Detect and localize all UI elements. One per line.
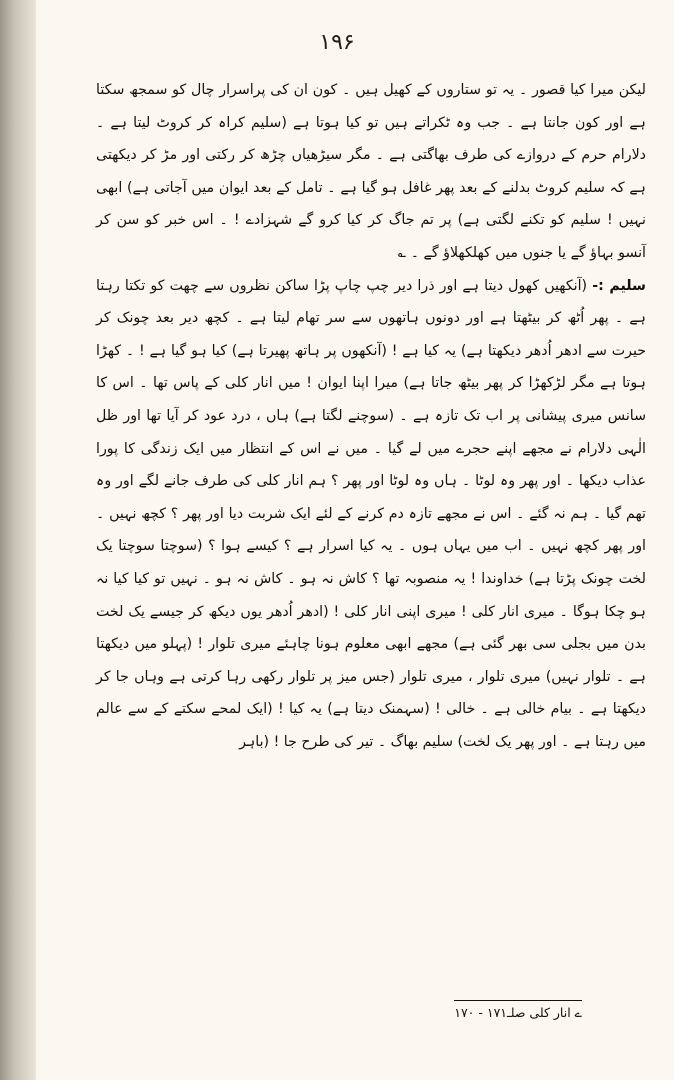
paragraph-salim (96, 270, 646, 759)
binding-gutter-shadow (0, 0, 36, 1080)
speaker-label: سلیم :- (592, 277, 646, 294)
page-body (96, 74, 646, 758)
footnote: ے انار کلی صلـ۱۷۱ - ۱۷۰ (454, 1000, 582, 1020)
paragraph-monologue (96, 74, 646, 270)
page-number: ۱۹۶ (319, 30, 355, 55)
paragraph-text: لیکن میرا کیا قصور ۔ یہ تو ستاروں کے کھیل ہیں ۔ کون ان کی پراسرار چال کو سمجھ سکتا ہے اور کون جانتا ہے ۔ جب وہ ٹکراتے ہیں تو کیا ہوتا ہے (سلیم کراہ کر کروٹ لیتا ہے ۔ دلارام حرم کے دروازے کی طرف بھاگتی ہے ۔ مگر سیڑھیاں چڑھ کر رکتی اور مڑ کر دیکھتی ہے کہ سلیم کروٹ بدلنے کے بعد پھر غافل ہو گیا ہے ۔ تامل کے بعد ایوان میں آجاتی ہے) ابھی نہیں ! سلیم کو تکنے لگتی ہے) پر تم جاگ کر کیا کرو گے شہزادے ! ۔ اس خبر کو سن کر آنسو بہاؤ گے یا جنوں میں کھلکھلاؤ گے ۔ ؎ (96, 82, 646, 261)
paragraph-text: (آنکھیں کھول دیتا ہے اور ذرا دیر چپ چاپ پڑا ساکن نظروں سے چھت کو تکتا رہتا ہے ۔ پھر اُٹھ کر بیٹھتا ہے اور دونوں ہاتھوں سے سر تھام لیتا ہے ۔ کچھ دیر بعد چونک کر حیرت سے ادھر اُدھر دیکھتا ہے) یہ کیا ہے ! (آنکھوں پر ہاتھ پھیرتا ہے) کیا ہو گیا ہے ! ۔ کھڑا ہوتا ہے مگر لڑکھڑا کر پھر بیٹھ جاتا ہے) میرا اپنا ایوان ! میں انار کلی کے پاس تھا ۔ اس کا سانس میری پیشانی پر اب تک تازہ ہے ۔ (سوچنے لگتا ہے) ہاں ، درد عود کر آیا تھا اور ظل الٰہی دلارام نے مجھے اپنے حجرے میں لے گیا ۔ میں نے اس کے انتظار میں ایک زندگی کا پورا عذاب دیکھا ۔ اور پھر وہ لوٹا ۔ ہاں وہ لوٹا اور پھر ؟ ہم انار کلی کی طرف جانے لگے اور وہ تھم گیا ۔ ہم نہ گئے ۔ اس نے مجھے تازہ دم کرنے کے لئے ایک شربت دیا اور پھر ؟ کچھ نہیں ۔ اور پھر کچھ نہیں ۔ اب میں یہاں ہوں ۔ یہ کیا اسرار ہے ؟ کیسے ہوا ؟ (سوچتا سوچتا یک لخت چونک پڑتا ہے) خداوندا ! یہ منصوبہ تھا ؟ کاش نہ ہو ۔ کاش نہ ہو ۔ نہیں تو کیا کیا نہ ہو چکا ہوگا ۔ میری انار کلی ! میری اپنی انار کلی ! (ادھر اُدھر یوں دیکھ کر جیسے یک لخت بدن میں بجلی سی بھر گئی ہے) مجھے ابھی معلوم ہونا چاہئے میری تلوار ! (پہلو میں دیکھتا ہے ۔ تلوار نہیں) میری تلوار ، میری تلوار (جس میز پر تلوار رکھی رہا کرتی ہے وہاں جا کر دیکھتا ہے ۔ بیام خالی ہے ۔ خالی ! (سہمنک دیتا ہے) یہ کیا ! (ایک لمحے سکتے کے سے عالم میں رہتا ہے ۔ اور پھر یک لخت) سلیم بھاگ ۔ تیر کی طرح جا ! (باہر (96, 277, 646, 750)
